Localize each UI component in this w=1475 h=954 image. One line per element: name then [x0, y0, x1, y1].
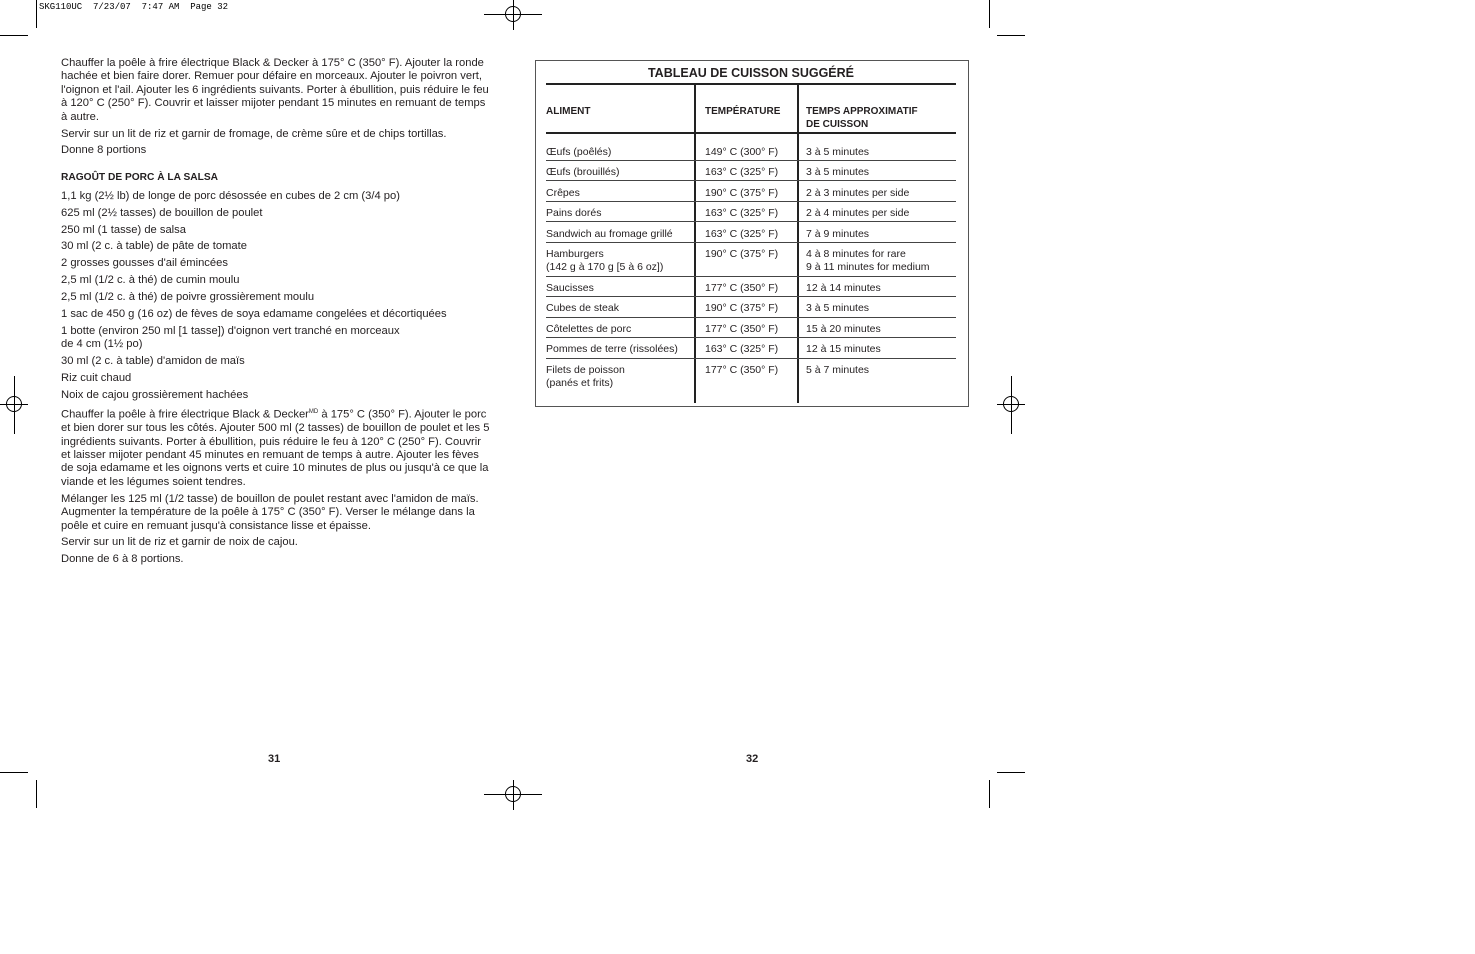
- ingredient-item: 1,1 kg (2½ lb) de longe de porc désossée en cubes de 2 cm (3/4 po): [61, 189, 400, 202]
- crop-mark: [36, 780, 37, 808]
- method-step: Mélanger les 125 ml (1/2 tasse) de bouillon de poulet restant avec l'amidon de maïs. Augmenter la température de la poêle à 175° C (350° F). Verser le mélange dans la poêle et cuire en remuant jusqu'à consistance lisse et épaisse.: [61, 492, 479, 532]
- header-aliment: ALIMENT: [546, 106, 591, 117]
- cell-temperature: 177° C (350° F): [705, 282, 779, 294]
- cell-temperature: 190° C (375° F): [705, 302, 779, 314]
- left-page-text: [61, 57, 493, 570]
- cell-time: 3 à 5 minutes: [806, 166, 870, 178]
- cell-food: Sandwich au fromage grillé: [546, 228, 673, 240]
- ingredient-item: 30 ml (2 c. à table) d'amidon de maïs: [61, 355, 245, 368]
- crop-mark: [989, 0, 990, 28]
- row-rule: [546, 180, 956, 181]
- row-rule: [546, 160, 956, 161]
- crop-mark: [997, 772, 1025, 773]
- crop-mark: [36, 0, 37, 28]
- cell-food: Pommes de terre (rissolées): [546, 343, 678, 355]
- page-number-left: 31: [268, 753, 281, 765]
- cell-food: Filets de poisson: [546, 364, 625, 376]
- cell-time: 5 à 7 minutes: [806, 364, 870, 376]
- ingredient-item: 1 botte (environ 250 ml [1 tasse]) d'oignon vert tranché en morceaux de 4 cm (1½ po): [61, 325, 400, 351]
- method-step: Servir sur un lit de riz et garnir de noix de cajou.: [61, 536, 298, 549]
- title-rule: [546, 83, 956, 85]
- ingredient-item: Noix de cajou grossièrement hachées: [61, 389, 249, 402]
- cell-food-detail: (panés et frits): [546, 377, 614, 389]
- ingredient-item: 2 grosses gousses d'ail émincées: [61, 257, 228, 270]
- ingredient-item: Riz cuit chaud: [61, 372, 132, 385]
- cell-time: 4 à 8 minutes for rare: [806, 248, 906, 260]
- header-rule: [546, 132, 956, 134]
- cell-time-detail: 9 à 11 minutes for medium: [806, 261, 930, 273]
- cell-time: 12 à 14 minutes: [806, 282, 881, 294]
- ingredient-item: 250 ml (1 tasse) de salsa: [61, 223, 186, 236]
- cell-temperature: 190° C (375° F): [705, 248, 779, 260]
- recipe-title: RAGOÛT DE PORC À LA SALSA: [61, 172, 218, 184]
- cell-food: Œufs (poêlés): [546, 146, 612, 158]
- ingredient-item: 2,5 ml (1/2 c. à thé) de poivre grossièrement moulu: [61, 291, 315, 304]
- cell-food: Crêpes: [546, 187, 580, 199]
- row-rule: [546, 358, 956, 359]
- row-rule: [546, 337, 956, 338]
- method-step: Donne de 6 à 8 portions.: [61, 553, 184, 566]
- trademark-sup: MD: [308, 409, 319, 416]
- row-rule: [546, 242, 956, 243]
- row-rule: [546, 201, 956, 202]
- cell-food: Œufs (brouillés): [546, 166, 620, 178]
- cell-temperature: 190° C (375° F): [705, 187, 779, 199]
- serving-note: Servir sur un lit de riz et garnir de fromage, de crème sûre et de chips tortillas.: [61, 127, 447, 140]
- cell-food: Cubes de steak: [546, 302, 619, 314]
- ingredient-item: 1 sac de 450 g (16 oz) de fèves de soya edamame congelées et décortiquées: [61, 308, 447, 321]
- print-slug: SKG110UC 7/23/07 7:47 AM Page 32: [39, 2, 229, 12]
- yield-note: Donne 8 portions: [61, 144, 147, 157]
- cooking-chart: [535, 60, 969, 407]
- cell-food: Côtelettes de porc: [546, 323, 632, 335]
- cell-time: 2 à 3 minutes per side: [806, 187, 910, 199]
- cell-time: 3 à 5 minutes: [806, 302, 870, 314]
- cell-temperature: 149° C (300° F): [705, 146, 779, 158]
- cell-food: Pains dorés: [546, 207, 602, 219]
- row-rule: [546, 317, 956, 318]
- cell-temperature: 177° C (350° F): [705, 323, 779, 335]
- row-rule: [546, 221, 956, 222]
- cell-time: 7 à 9 minutes: [806, 228, 870, 240]
- cell-time: 15 à 20 minutes: [806, 323, 881, 335]
- ingredient-item: 2,5 ml (1/2 c. à thé) de cumin moulu: [61, 274, 240, 287]
- cell-temperature: 163° C (325° F): [705, 343, 779, 355]
- page-number-right: 32: [746, 753, 759, 765]
- cell-food: Saucisses: [546, 282, 594, 294]
- method-step: Chauffer la poêle à frire électrique Black & Decker$^{MD}$ à 175° C (350° F). Ajouter le porc et bien dorer sur tous les côtés. Ajouter 500 ml (2 tasses) de bouillon de poulet et les 5 ingrédients suivants. Porter à ébullition, puis réduire le feu à 120° C (250° F). Couvrir et laisser mijoter pendant 45 minutes en remuant de temps à autre. Ajouter les fèves de soja edamame et les oignons verts et cuire 10 minutes de plus ou jusqu'à ce que la viande et les légumes soient tendres.: [61, 408, 490, 488]
- cell-time: 3 à 5 minutes: [806, 146, 870, 158]
- crop-mark: [0, 35, 28, 36]
- cell-temperature: 163° C (325° F): [705, 166, 779, 178]
- cell-time: 2 à 4 minutes per side: [806, 207, 910, 219]
- crop-mark: [989, 780, 990, 808]
- header-temperature: TEMPÉRATURE: [705, 106, 781, 117]
- row-rule: [546, 276, 956, 277]
- cell-temperature: 163° C (325° F): [705, 228, 779, 240]
- cell-food: Hamburgers: [546, 248, 604, 260]
- cell-temperature: 177° C (350° F): [705, 364, 779, 376]
- row-rule: [546, 296, 956, 297]
- cooking-chart-title: TABLEAU DE CUISSON SUGGÉRÉ: [647, 66, 855, 80]
- cell-temperature: 163° C (325° F): [705, 207, 779, 219]
- cell-food-detail: (142 g à 170 g [5 à 6 oz]): [546, 261, 664, 273]
- crop-mark: [0, 772, 28, 773]
- crop-mark: [997, 35, 1025, 36]
- ingredient-item: 30 ml (2 c. à table) de pâte de tomate: [61, 240, 247, 253]
- ingredient-item: 625 ml (2½ tasses) de bouillon de poulet: [61, 206, 263, 219]
- header-time: TEMPS APPROXIMATIF DE CUISSON: [806, 106, 918, 130]
- cell-time: 12 à 15 minutes: [806, 343, 881, 355]
- intro-paragraph: Chauffer la poêle à frire électrique Black & Decker à 175° C (350° F). Ajouter la ronde hachée et bien faire dorer. Remuer pour défaire en morceaux. Ajouter le poivron vert, l'oignon et l'ail. Ajouter les 6 ingrédients suivants. Porter à ébullition, puis réduire le feu à 120° C (250° F). Couvrir et laisser mijoter pendant 15 minutes en remuant de temps à autre.: [61, 57, 489, 123]
